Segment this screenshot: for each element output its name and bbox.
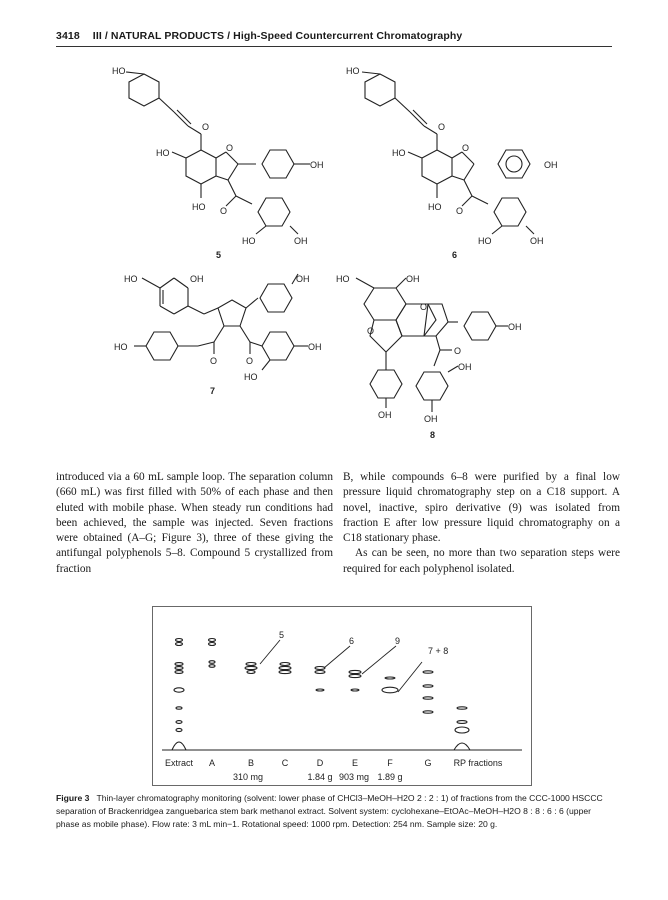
c5-ho-bottom: HO [192,202,206,212]
structure-6 [362,72,534,234]
tlc-lane-label: C [281,758,289,768]
c5-o-carbonyl2: O [220,206,228,216]
structure-8 [356,278,508,412]
tlc-lane-label: G [424,758,432,768]
c5-ho-top: HO [112,66,126,76]
body-paragraph-1: introduced via a 60 mL sample loop. The separation column (660 mL) was first filled with 50% of each phase and then eluted with mobile phase. When steady run conditions had been achieved, the sample was injected. Seven fractions were obtained (A–G; Figure 3), three of these giving the antifungal polyphenols 5–8. Compound 5 crystallized from fraction [56,471,333,575]
c7-ho-top1: HO [124,274,138,284]
tlc-label-c5: 5 [279,630,285,640]
tlc-lane-label: RP fractions [453,758,503,768]
c6-ho-bottom2: HO [478,236,492,246]
running-header [56,30,462,42]
header-rule [56,46,612,47]
c8-o-carbonyl: O [454,346,462,356]
tlc-mass-d: 1.84 g [307,772,333,782]
c6-oh-bottom2: OH [530,236,544,246]
c8-oh-bottom1: OH [378,410,392,420]
chemical-structures-figure [56,52,616,452]
running-title: III / NATURAL PRODUCTS / High-Speed Countercurrent Chromatography [92,30,463,42]
c6-o-carbonyl1: O [438,122,446,132]
c7-oh-right: OH [308,342,322,352]
c8-oh-mid: OH [458,362,472,372]
tlc-lane-labels [165,758,503,768]
c5-oh-bottom2: OH [294,236,308,246]
c7-o1: O [210,356,218,366]
body-column-right [343,470,620,577]
tlc-figure [152,606,532,786]
tlc-lane-label: D [316,758,324,768]
c7-o2: O [246,356,254,366]
c8-label: 8 [430,430,436,440]
tlc-mass-f: 1.89 g [377,772,403,782]
caption-label: Figure 3 [56,793,90,803]
structure-5 [126,72,310,234]
tlc-mass-e: 903 mg [338,772,370,782]
c5-o-carbonyl1: O [202,122,210,132]
c6-ho-bottom: HO [428,202,442,212]
c7-oh-top2: OH [296,274,310,284]
c8-oh-bottom2: OH [424,414,438,424]
tlc-spots [172,639,470,751]
c8-o-ring1: O [420,302,428,312]
tlc-label-c78: 7 + 8 [428,646,449,656]
body-paragraph-3: As can be seen, no more than two separation steps were required for each polyphenol isolated. [343,547,620,575]
tlc-lane-label: F [387,758,393,768]
caption-text: Thin-layer chromatography monitoring (solvent: lower phase of CHCl3–MeOH–H2O 2 : 2 : 1) of fractions from the CCC-1000 HSCCC separation of Brackenridgea zanguebarica stem bark methanol extract. Solvent system: cyclohexane–EtOAc–MeOH–H2O 8 : 8 : 6 : 6 (upper phase as mobile phase). Flow rate: 3 mL min−1. Rotational speed: 1000 rpm. Detection: 254 nm. Sample size: 20 g. [56,793,603,830]
c7-ho-bottom: HO [244,372,258,382]
c6-ho-left: HO [392,148,406,158]
structure-7 [134,274,308,370]
tlc-mass-b: 310 mg [232,772,264,782]
tlc-label-c6: 6 [349,636,355,646]
tlc-lane-label: E [351,758,359,768]
figure-caption [56,792,616,832]
tlc-lane-label: Extract [164,758,194,768]
c6-oh-right: OH [544,160,558,170]
page-number: 3418 [56,30,80,42]
c7-oh-top1: OH [190,274,204,284]
body-paragraph-2: B, while compounds 6–8 were purified by a final low pressure liquid chromatography step on a C18 support. A novel, inactive, spiro derivative (9) was isolated from fraction E after low pressure liquid chromatography on a C18 stationary phase. [343,471,620,545]
tlc-lane-label: B [247,758,255,768]
body-column-left [56,470,333,577]
c8-oh-right: OH [508,322,522,332]
c6-o-carbonyl2: O [456,206,464,216]
c5-ho-bottom2: HO [242,236,256,246]
c7-label: 7 [210,386,216,396]
tlc-label-c9: 9 [395,636,401,646]
c8-oh-top1: OH [406,274,420,284]
c7-ho-left: HO [114,342,128,352]
c6-label: 6 [452,250,458,260]
c5-oh-right: OH [310,160,324,170]
c5-o-ring: O [226,143,234,153]
c5-ho-left: HO [156,148,170,158]
c6-ho-top: HO [346,66,360,76]
c5-label: 5 [216,250,222,260]
c8-ho-top1: HO [336,274,350,284]
c6-o-ring: O [462,143,470,153]
c8-o-ring2: O [367,326,375,336]
tlc-lane-label: A [208,758,216,768]
